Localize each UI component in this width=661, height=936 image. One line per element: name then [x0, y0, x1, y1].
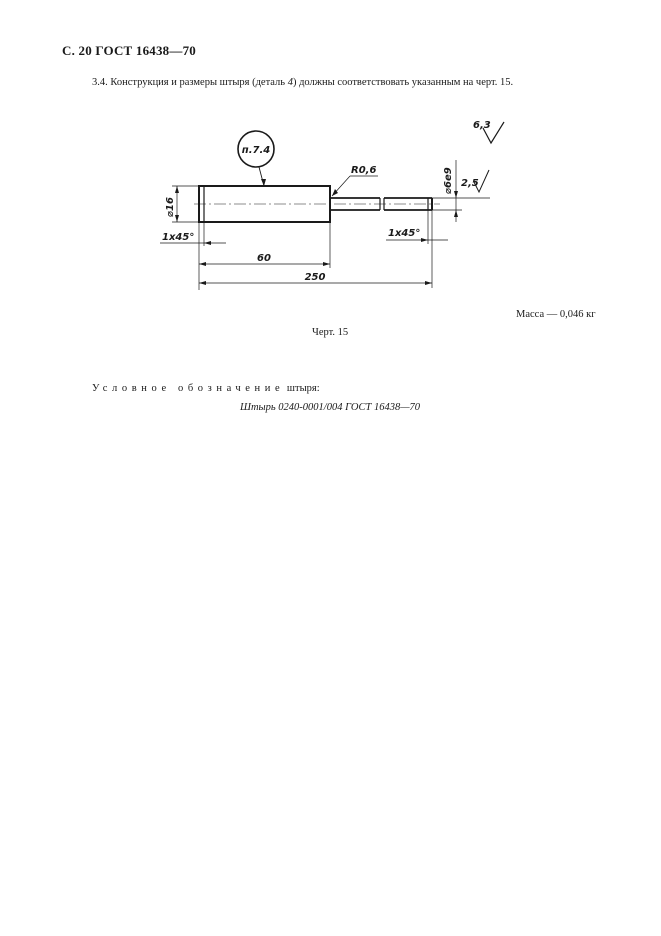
designation-label-rest: штыря: — [284, 383, 320, 394]
radius-label: R0,6 — [351, 165, 377, 176]
length-shank-label: 60 — [257, 253, 271, 264]
length-total-label: 250 — [304, 272, 326, 283]
callout-label: п.7.4 — [241, 145, 271, 156]
roughness-general-label: 6,3 — [473, 120, 491, 131]
roughness-local-label: 2,5 — [461, 178, 479, 189]
chamfer-right-label: 1x45° — [388, 228, 421, 239]
dim250-arrow-left — [199, 281, 206, 285]
dia16-label: ⌀16 — [165, 197, 176, 217]
paragraph-text-after: ) должны соответствовать указанным на черт. 15. — [292, 77, 514, 88]
dia6-arrow-top — [454, 191, 458, 198]
dim60-arrow-right — [323, 262, 330, 266]
dia6-arrow-bottom — [454, 210, 458, 217]
designation-value: Штырь 0240-0001/004 ГОСТ 16438—70 — [240, 402, 421, 413]
mass-text: Масса — 0,046 кг — [516, 309, 596, 320]
dim250-arrow-right — [425, 281, 432, 285]
chamfer-right-arrow — [421, 238, 428, 242]
detail-number: 4 — [287, 77, 293, 88]
dim60-arrow-left — [199, 262, 206, 266]
page-header: С. 20 ГОСТ 16438—70 — [62, 43, 196, 58]
chamfer-left-label: 1x45° — [162, 232, 195, 243]
paragraph-text-before: 3.4. Конструкция и размеры штыря (деталь — [92, 77, 288, 88]
designation-label-spaced: Условное обозначение — [92, 383, 285, 394]
figure-caption: Черт. 15 — [312, 327, 349, 338]
designation-label — [92, 383, 320, 394]
chamfer-left-arrow — [204, 241, 211, 245]
dia16-arrow-top — [175, 186, 179, 193]
dia6-label: ⌀6e9 — [443, 167, 454, 194]
